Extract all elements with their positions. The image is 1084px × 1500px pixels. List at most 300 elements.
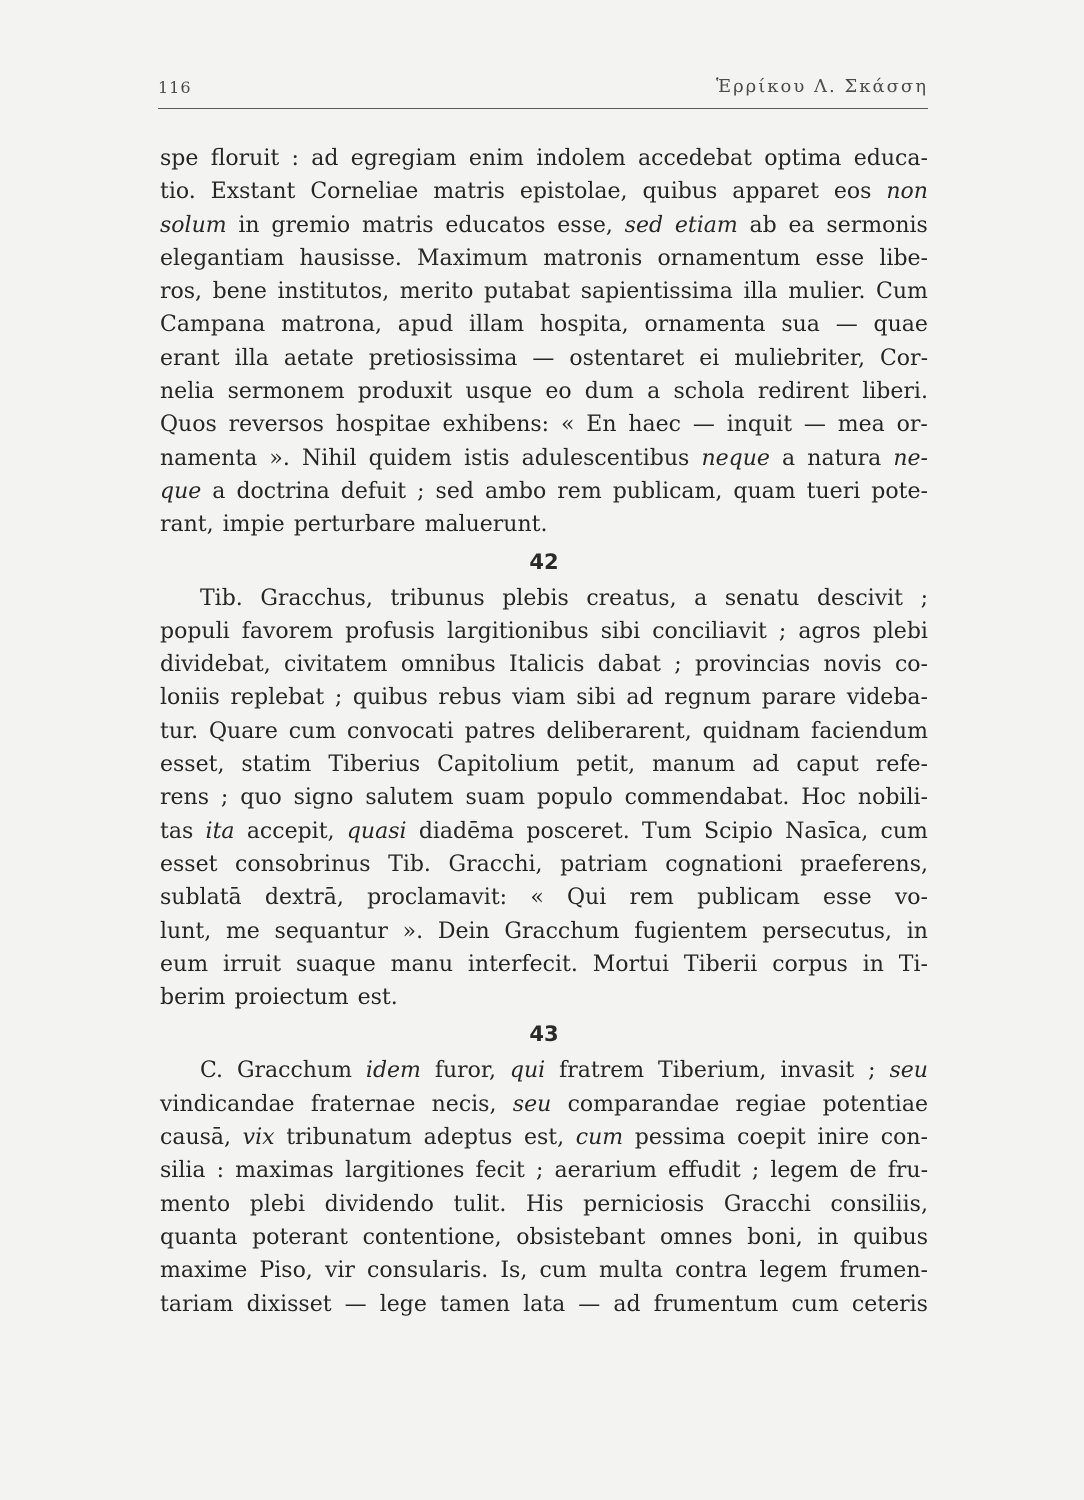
word: hospitae — [335, 412, 431, 438]
word: vo- — [894, 885, 928, 911]
word: sibi — [600, 618, 641, 644]
word: convocati — [346, 718, 454, 744]
word: Gracchi, — [448, 851, 543, 877]
word: eum — [160, 951, 209, 977]
word: bene — [212, 279, 267, 305]
word: ». — [269, 445, 290, 471]
word: agros — [798, 618, 861, 644]
word: consularis. — [367, 1258, 489, 1284]
word: invasit — [780, 1058, 855, 1084]
word: sermonis — [826, 212, 928, 238]
word: — — [578, 1291, 601, 1317]
word: apud — [397, 312, 454, 338]
word: corpus — [772, 951, 848, 977]
word: gremio — [271, 212, 351, 238]
word: ; — [674, 652, 682, 678]
running-title: Ἑρρίκου Λ. Σκάσση — [715, 76, 928, 97]
word: usque — [465, 379, 533, 405]
word: — — [835, 312, 858, 338]
italic-word: qui — [509, 1058, 546, 1084]
word: Tiberius — [328, 752, 421, 778]
word: dividendo — [324, 1191, 434, 1217]
word: perturbare — [293, 512, 416, 538]
word: populi — [160, 618, 230, 644]
word: ornamenta — [644, 312, 766, 338]
word: rem — [557, 478, 602, 504]
word: commendabat. — [624, 785, 790, 811]
text-line — [160, 582, 928, 615]
word: a — [212, 478, 226, 504]
word: ambo — [484, 478, 547, 504]
word: produxit — [357, 379, 453, 405]
word: necis, — [431, 1091, 497, 1117]
word: hausisse. — [299, 245, 402, 271]
word: muliebriter, — [734, 345, 865, 371]
word: caput — [796, 752, 859, 778]
word: ornamentum — [657, 245, 801, 271]
word: petit, — [576, 752, 636, 778]
word: de — [849, 1158, 877, 1184]
word: spe — [160, 146, 199, 171]
section-number: 42 — [529, 549, 559, 574]
word: interfecit. — [467, 951, 578, 977]
word: suaque — [295, 951, 376, 977]
word: His — [526, 1191, 564, 1217]
word: consiliis, — [830, 1191, 928, 1217]
text-line — [160, 175, 928, 208]
word: tamen — [440, 1291, 511, 1317]
word: in — [238, 212, 260, 238]
word: poterant — [252, 1224, 348, 1250]
text-line — [160, 815, 928, 848]
word: rebus — [438, 685, 502, 711]
word: ea — [788, 212, 815, 238]
word: rens — [160, 785, 209, 811]
word: Hoc — [801, 785, 847, 811]
word: En — [586, 412, 617, 438]
word: frumen- — [839, 1258, 928, 1284]
word: Campana — [160, 312, 266, 338]
word: aerarium — [554, 1158, 657, 1184]
word: refe- — [875, 752, 928, 778]
text-line — [160, 475, 928, 508]
word: aetate — [283, 345, 354, 371]
word: matris — [361, 212, 434, 238]
word: berim — [160, 985, 226, 1011]
word: ; — [334, 685, 343, 711]
word: Nihil — [302, 445, 357, 471]
word: cum — [539, 1258, 587, 1284]
word: ; — [220, 785, 229, 811]
word: Corneliae — [310, 179, 419, 205]
running-head — [158, 70, 928, 106]
word: esse — [823, 885, 872, 911]
word: frumentum — [653, 1291, 779, 1317]
word: eos — [833, 179, 872, 205]
word: Scipio — [704, 818, 773, 844]
italic-word: idem — [365, 1058, 421, 1084]
word: ad — [626, 685, 654, 711]
word: Tiberium, — [658, 1058, 767, 1084]
text-line — [160, 1154, 928, 1187]
word: ceteris — [851, 1291, 928, 1317]
word: me — [225, 918, 260, 944]
word: fugientem — [634, 918, 748, 944]
text-line — [160, 848, 928, 881]
word: potentiae — [822, 1091, 928, 1117]
word: largitiones — [344, 1158, 465, 1184]
word: diadēma — [418, 818, 515, 844]
word: maxime — [160, 1258, 248, 1284]
word: : — [216, 1158, 225, 1184]
word: quo — [240, 785, 282, 811]
word: furor, — [434, 1058, 496, 1084]
word: Nasīca, — [785, 818, 869, 844]
word: plebi — [872, 618, 928, 644]
word: : — [291, 146, 299, 171]
text-line — [160, 408, 928, 441]
word: merito — [399, 279, 474, 305]
word: or- — [896, 412, 928, 438]
word: sapientissima — [580, 279, 733, 305]
word: in — [817, 1224, 839, 1250]
word: natura — [807, 445, 882, 471]
word: tribunus — [390, 585, 485, 611]
word: nelia — [160, 379, 215, 405]
word: suam — [465, 785, 525, 811]
text-line — [160, 342, 928, 375]
word: sua — [781, 312, 820, 338]
word: publicam, — [612, 478, 723, 504]
word: signo — [293, 785, 354, 811]
word: illam — [469, 312, 525, 338]
word: optima — [764, 146, 842, 171]
text-line — [160, 715, 928, 748]
word: dividebat, — [160, 652, 271, 678]
word: illa — [743, 279, 778, 305]
word: enim — [468, 146, 524, 171]
word: esset, — [160, 752, 225, 778]
word: multa — [598, 1258, 663, 1284]
word: quibus — [853, 1224, 928, 1250]
word: novis — [823, 652, 882, 678]
text-line — [160, 508, 928, 541]
word: educatos — [445, 212, 546, 238]
word: rant, — [160, 512, 214, 538]
word: fru- — [887, 1158, 928, 1184]
word: contentione, — [362, 1224, 502, 1250]
word: — — [344, 1291, 367, 1317]
word: boni, — [747, 1224, 803, 1250]
italic-word: seu — [889, 1058, 928, 1084]
word: Is, — [500, 1258, 528, 1284]
word: consobrinus — [235, 851, 371, 877]
word: Exstant — [210, 179, 296, 205]
text-line — [160, 648, 928, 681]
word: regnum — [664, 685, 752, 711]
word: liberi. — [862, 379, 928, 405]
word: pessima — [634, 1125, 726, 1151]
word: regiae — [735, 1091, 807, 1117]
word: Piso, — [259, 1258, 313, 1284]
word: accedebat — [638, 146, 752, 171]
word: accepit, — [246, 818, 335, 844]
word: cum — [791, 1291, 839, 1317]
word: esset — [160, 851, 218, 877]
word: publicam — [697, 885, 800, 911]
text-line — [160, 781, 928, 814]
word: ; — [868, 1058, 876, 1084]
word: hospita, — [539, 312, 629, 338]
text-line — [160, 948, 928, 981]
text-line — [160, 1121, 928, 1154]
word: ad — [613, 1291, 641, 1317]
word: Gracchi — [723, 1191, 811, 1217]
italic-word: que — [160, 478, 202, 504]
word: quam — [733, 478, 796, 504]
word: Italicis — [509, 652, 585, 678]
italic-word: solum — [160, 212, 227, 238]
word: inquit — [726, 412, 793, 438]
word: defuit — [340, 478, 407, 504]
word: putabat — [483, 279, 571, 305]
word: erant — [160, 345, 220, 371]
word: Tiberii — [683, 951, 758, 977]
word: favorem — [241, 618, 334, 644]
word: in — [862, 951, 884, 977]
text-line — [160, 1088, 928, 1121]
word: ostentaret — [569, 345, 685, 371]
word: Ti- — [898, 951, 928, 977]
word: ; — [417, 478, 425, 504]
word: in — [906, 918, 928, 944]
word: civitatem — [284, 652, 388, 678]
text-line — [160, 1188, 928, 1221]
word: Cum — [876, 279, 928, 305]
italic-word: ita — [205, 818, 235, 844]
text-line — [160, 981, 928, 1014]
word: tulit. — [453, 1191, 507, 1217]
word: mento — [160, 1191, 231, 1217]
word: esse, — [557, 212, 613, 238]
word: epistolae, — [519, 179, 628, 205]
word: sermonem — [227, 379, 345, 405]
word: eo — [545, 379, 572, 405]
word: fraternae — [310, 1091, 416, 1117]
word: rem — [629, 885, 674, 911]
word: Tib. — [200, 585, 243, 611]
word: mulier. — [788, 279, 866, 305]
word: contra — [675, 1258, 748, 1284]
word: reversos — [228, 412, 324, 438]
text-line — [160, 615, 928, 648]
word: Tib. — [388, 851, 431, 877]
word: istis — [464, 445, 510, 471]
word: comparandae — [567, 1091, 720, 1117]
word: Dein — [437, 918, 490, 944]
word: coepit — [737, 1125, 806, 1151]
word: cum — [880, 818, 928, 844]
word: est, — [523, 1125, 565, 1151]
word: inire — [817, 1125, 870, 1151]
word: senatu — [724, 585, 800, 611]
word: ». — [402, 918, 424, 944]
word: exhibens: — [442, 412, 550, 438]
word: provincias — [694, 652, 811, 678]
word: matrona, — [281, 312, 382, 338]
word: statim — [241, 752, 312, 778]
word: plebi — [249, 1191, 306, 1217]
word: Gracchum — [504, 918, 620, 944]
word: omnes — [659, 1224, 733, 1250]
word: ; — [535, 1158, 544, 1184]
word: Gracchus, — [260, 585, 373, 611]
word: praeferens, — [800, 851, 928, 877]
word: proiectum — [234, 985, 349, 1011]
word: ad — [311, 146, 339, 171]
word: silia — [160, 1158, 206, 1184]
word: replebat — [230, 685, 325, 711]
word: est. — [357, 985, 398, 1011]
word: vir — [324, 1258, 355, 1284]
word: maluerunt. — [424, 512, 548, 538]
word: libe- — [879, 245, 928, 271]
word: fratrem — [559, 1058, 645, 1084]
word: profusis — [345, 618, 435, 644]
word: a — [647, 379, 661, 405]
word: perniciosis — [583, 1191, 705, 1217]
word: sublatā — [160, 885, 242, 911]
text-line — [160, 1054, 928, 1087]
word: floruit — [210, 146, 280, 171]
word: egregiam — [350, 146, 457, 171]
word: tas — [160, 818, 194, 844]
word: illa — [234, 345, 269, 371]
word: a — [782, 445, 796, 471]
text-line — [160, 209, 928, 242]
word: ; — [778, 618, 787, 644]
word: Mortui — [592, 951, 670, 977]
word: quae — [873, 312, 928, 338]
italic-word: ne- — [893, 445, 928, 471]
italic-word: non — [886, 179, 928, 205]
word: adulescentibus — [521, 445, 690, 471]
word: ; — [751, 1158, 760, 1184]
word: C. — [200, 1058, 224, 1084]
word: quibus — [352, 685, 428, 711]
word: obsistebant — [516, 1224, 646, 1250]
word: videba- — [846, 685, 928, 711]
word: namenta — [160, 445, 258, 471]
italic-word: vix — [242, 1125, 275, 1151]
word: institutos, — [277, 279, 390, 305]
word: Gracchum — [236, 1058, 353, 1084]
word: — — [692, 412, 715, 438]
word: salutem — [365, 785, 454, 811]
word: creatus, — [586, 585, 677, 611]
word: ros, — [160, 279, 203, 305]
word: faciendum — [811, 718, 928, 744]
italic-word: etiam — [674, 212, 738, 238]
header-rule — [158, 108, 928, 109]
text-line — [160, 375, 928, 408]
word: largitionibus — [446, 618, 589, 644]
word: lege — [379, 1291, 427, 1317]
word: quidem — [368, 445, 452, 471]
word: cognationi — [665, 851, 783, 877]
word: plebis — [502, 585, 569, 611]
word: conciliavit — [652, 618, 767, 644]
word: Maximum — [417, 245, 529, 271]
word: impie — [222, 512, 285, 538]
word: Quare — [208, 718, 278, 744]
word: apparet — [732, 179, 819, 205]
text-line — [160, 1221, 928, 1254]
word: sed — [435, 478, 474, 504]
word: dixisset — [246, 1291, 332, 1317]
word: tariam — [160, 1291, 234, 1317]
word: effudit — [667, 1158, 741, 1184]
word: adeptus — [423, 1125, 513, 1151]
italic-word: cum — [575, 1125, 624, 1151]
word: maximas — [235, 1158, 334, 1184]
text-line — [160, 275, 928, 308]
word: deliberarent, — [546, 718, 692, 744]
word: ei — [699, 345, 720, 371]
text-line — [160, 915, 928, 948]
word: ; — [920, 585, 928, 611]
word: — — [803, 412, 826, 438]
word: causā, — [160, 1125, 232, 1151]
word: co- — [894, 652, 928, 678]
word: con- — [880, 1125, 928, 1151]
word: dextrā, — [264, 885, 344, 911]
word: doctrina — [236, 478, 330, 504]
word: lunt, — [160, 918, 212, 944]
text-line — [160, 748, 928, 781]
word: fecit — [475, 1158, 525, 1184]
word: matronis — [543, 245, 643, 271]
word: educa- — [853, 146, 928, 171]
word: pote- — [871, 478, 928, 504]
word: sibi — [576, 685, 616, 711]
text-line — [160, 681, 928, 714]
word: dabat — [597, 652, 661, 678]
word: vindicandae — [160, 1091, 295, 1117]
word: populo — [536, 785, 613, 811]
word: cum — [288, 718, 337, 744]
body-text — [160, 142, 928, 1321]
word: ab — [749, 212, 777, 238]
word: quidnam — [702, 718, 801, 744]
word: matris — [433, 179, 505, 205]
word: parare — [761, 685, 837, 711]
word: — — [532, 345, 555, 371]
word: tur. — [160, 718, 199, 744]
word: persecutus, — [762, 918, 892, 944]
italic-word: quasi — [346, 818, 407, 844]
word: dum — [584, 379, 634, 405]
page-number: 116 — [158, 78, 192, 97]
text-line — [160, 1254, 928, 1287]
italic-word: sed — [624, 212, 664, 238]
word: manum — [652, 752, 736, 778]
word: proclamavit: — [367, 885, 508, 911]
word: Qui — [567, 885, 607, 911]
word: mea — [837, 412, 885, 438]
word: pretiosissima — [368, 345, 518, 371]
text-line — [160, 442, 928, 475]
